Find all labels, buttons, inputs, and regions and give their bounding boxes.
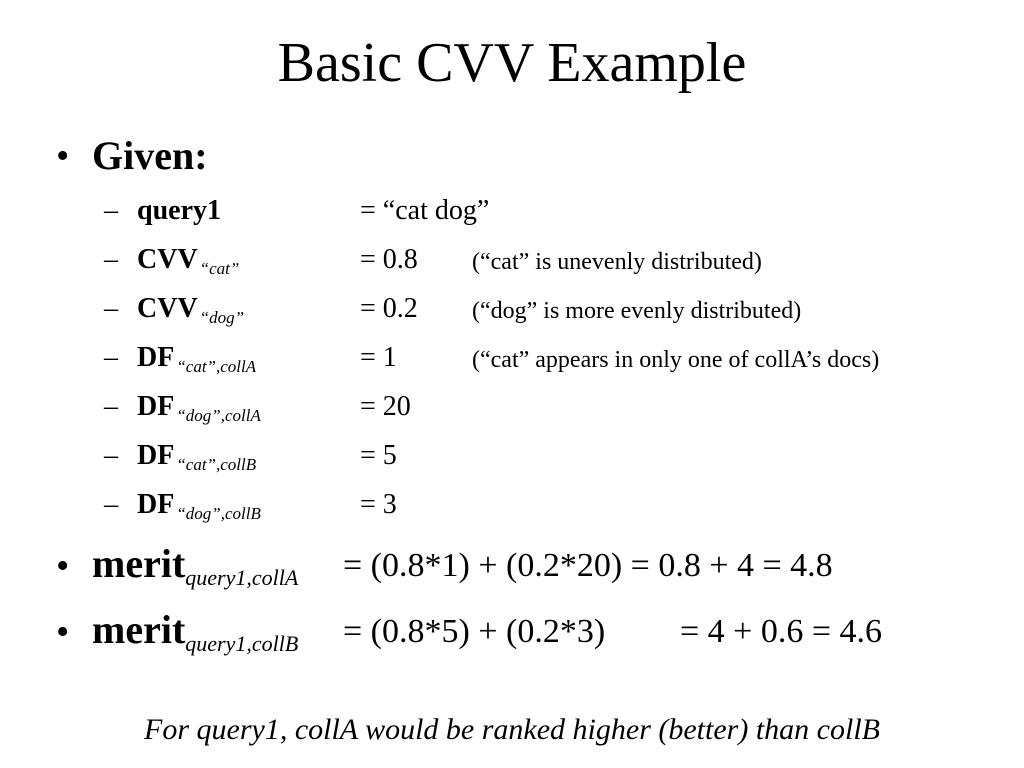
given-value: = 1 xyxy=(360,342,397,373)
sub-dash: – xyxy=(104,293,118,324)
sub-dash: – xyxy=(104,195,118,226)
given-term-subscript: “cat”,collB xyxy=(176,455,257,474)
merit-term: merit$_{query1,collA}$ xyxy=(92,541,299,590)
given-note: (“cat” is unevenly distributed) xyxy=(472,249,762,275)
given-term: query1 xyxy=(137,195,221,226)
given-note: (“dog” is more evenly distributed) xyxy=(472,298,802,324)
given-term: CVV $_{“cat”}$ xyxy=(137,244,240,278)
given-label: Given: xyxy=(92,133,208,178)
conclusion-text: For query1, collA would be ranked higher (better) than collB xyxy=(144,713,880,746)
given-term: DF $_{“cat”,collA}$ xyxy=(137,342,257,376)
given-term: DF $_{“dog”,collB}$ xyxy=(137,489,261,523)
bullet-dot: • xyxy=(56,135,70,177)
given-value: = 0.8 xyxy=(360,244,418,275)
given-value: = “cat dog” xyxy=(360,195,490,226)
sub-dash: – xyxy=(104,391,118,422)
merit-expression: = (0.8*1) + (0.2*20) = 0.8 + 4 = 4.8 xyxy=(343,547,833,584)
merit-line-collB xyxy=(56,608,956,656)
given-term-subscript: “dog”,collA xyxy=(176,406,261,425)
given-value: = 0.2 xyxy=(360,293,418,324)
given-term: CVV $_{“dog”}$ xyxy=(137,293,245,327)
given-term-subscript: “cat”,collA xyxy=(176,357,257,376)
sub-dash: – xyxy=(104,489,118,520)
sub-dash: – xyxy=(104,342,118,373)
given-term: DF $_{“dog”,collA}$ xyxy=(137,391,261,425)
merit-term: merit$_{query1,collB}$ xyxy=(92,607,299,656)
merit-subscript: query1,collB xyxy=(185,631,299,656)
given-value: = 3 xyxy=(360,489,397,520)
merit-result: = 4 + 0.6 = 4.6 xyxy=(680,613,883,650)
merit-subscript: query1,collA xyxy=(185,565,299,590)
slide-title: Basic CVV Example xyxy=(277,32,747,94)
bullet-dot: • xyxy=(56,545,70,587)
given-term-subscript: “cat” xyxy=(199,259,240,278)
given-term-subscript: “dog” xyxy=(199,308,245,327)
sub-dash: – xyxy=(104,244,118,275)
given-value: = 5 xyxy=(360,440,397,471)
given-note: (“cat” appears in only one of collA’s docs) xyxy=(472,347,880,373)
sub-dash: – xyxy=(104,440,118,471)
given-term-subscript: “dog”,collB xyxy=(176,504,261,523)
bullet-dot: • xyxy=(56,611,70,653)
merit-line-collA xyxy=(56,542,956,590)
merit-expression: = (0.8*5) + (0.2*3) xyxy=(343,613,606,650)
given-term: DF $_{“cat”,collB}$ xyxy=(137,440,257,474)
given-value: = 20 xyxy=(360,391,411,422)
